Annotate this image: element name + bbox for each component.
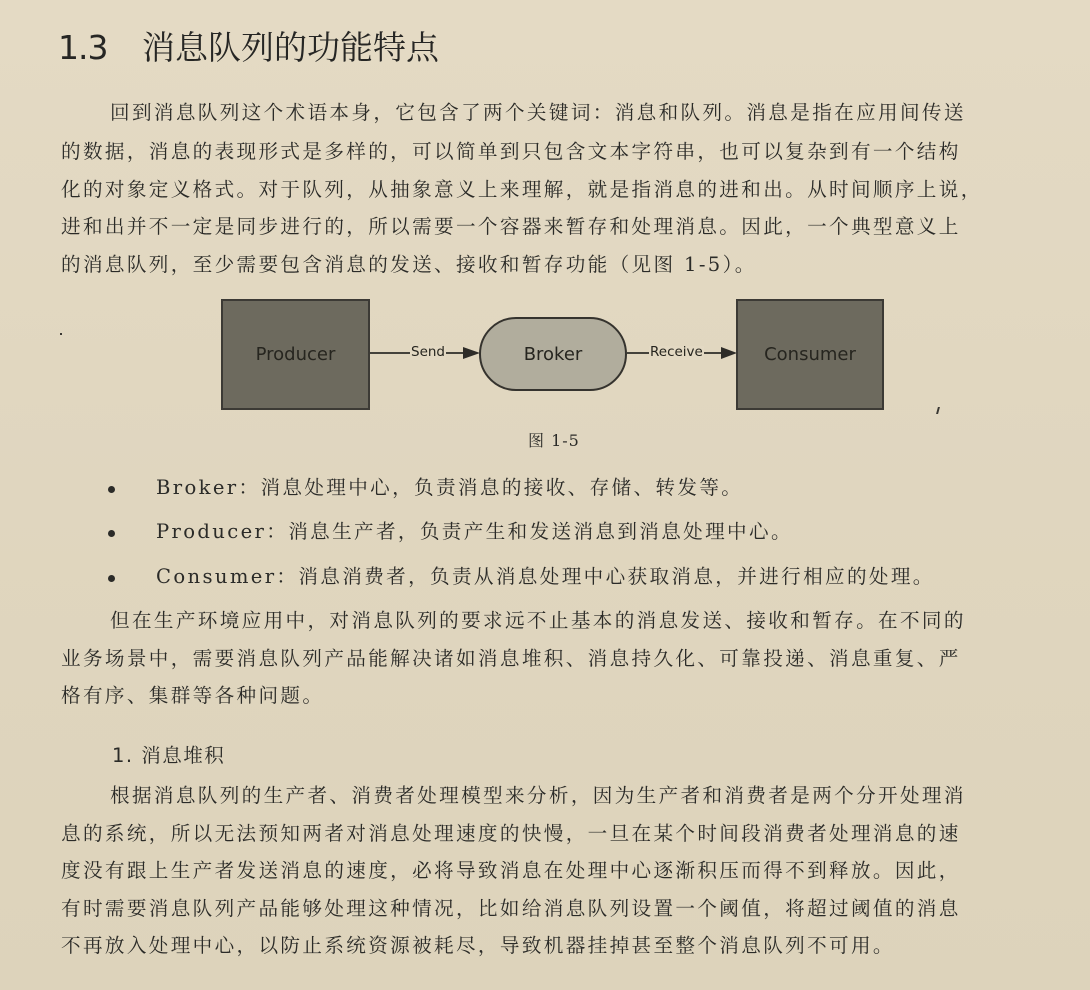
send-edge-label: Send — [411, 344, 446, 360]
arrowhead-icon — [463, 347, 480, 359]
list-item-text: Consumer：消息消费者，负责从消息处理中心获取消息，并进行相应的处理。 — [156, 565, 935, 588]
section-number: 1.3 — [58, 28, 108, 67]
paragraph-line: 的数据，消息的表现形式是多样的，可以简单到只包含文本字符串，也可以复杂到有一个结构 — [61, 140, 961, 163]
producer-label: Producer — [255, 344, 336, 365]
paragraph-line: 度没有跟上生产者发送消息的速度，必将导致消息在处理中心逐渐积压而得不到释放。因此， — [61, 859, 961, 882]
subsection-heading: 1. 消息堆积 — [112, 744, 226, 767]
bullet-icon — [108, 486, 115, 493]
scan-speck — [936, 407, 940, 414]
scan-speck — [60, 333, 62, 335]
paragraph-line: 息的系统，所以无法预知两者对消息处理速度的快慢，一旦在某个时间段消费者处理消息的速 — [61, 822, 961, 845]
paragraph-line: 有时需要消息队列产品能够处理这种情况，比如给消息队列设置一个阈值，将超过阈值的消息 — [61, 897, 961, 920]
paragraph-line: 化的对象定义格式。对于队列，从抽象意义上来理解，就是指消息的进和出。从时间顺序上说， — [61, 178, 983, 201]
paragraph-line: 根据消息队列的生产者、消费者处理模型来分析，因为生产者和消费者是两个分开处理消 — [110, 784, 966, 807]
paragraph-line: 回到消息队列这个术语本身，它包含了两个关键词：消息和队列。消息是指在应用间传送 — [110, 101, 966, 124]
figure-caption: 图 1-5 — [528, 431, 580, 450]
bullet-icon — [108, 530, 115, 537]
paragraph-line: 格有序、集群等各种问题。 — [61, 684, 325, 707]
paragraph-line: 进和出并不一定是同步进行的，所以需要一个容器来暂存和处理消息。因此，一个典型意义上 — [61, 215, 961, 238]
broker-label: Broker — [523, 343, 583, 365]
section-heading — [58, 22, 439, 69]
paragraph-line: 的消息队列，至少需要包含消息的发送、接收和暂存功能（见图 1-5）。 — [61, 253, 757, 276]
broker-node — [479, 317, 627, 391]
receive-edge-label: Receive — [650, 344, 703, 360]
paragraph-line: 不再放入处理中心，以防止系统资源被耗尽，导致机器挂掉甚至整个消息队列不可用。 — [61, 934, 895, 957]
producer-node — [221, 299, 370, 410]
paragraph-line: 但在生产环境应用中，对消息队列的要求远不止基本的消息发送、接收和暂存。在不同的 — [110, 609, 966, 632]
list-item-text: Producer：消息生产者，负责产生和发送消息到消息处理中心。 — [156, 520, 793, 543]
paragraph-line: 业务场景中，需要消息队列产品能解决诸如消息堆积、消息持久化、可靠投递、消息重复、严 — [61, 647, 961, 670]
consumer-node — [736, 299, 884, 410]
list-item-text: Broker：消息处理中心，负责消息的接收、存储、转发等。 — [156, 476, 744, 499]
consumer-label: Consumer — [764, 344, 856, 365]
arrowhead-icon — [721, 347, 737, 359]
section-title: 消息队列的功能特点 — [142, 28, 439, 67]
bullet-icon — [108, 575, 115, 582]
